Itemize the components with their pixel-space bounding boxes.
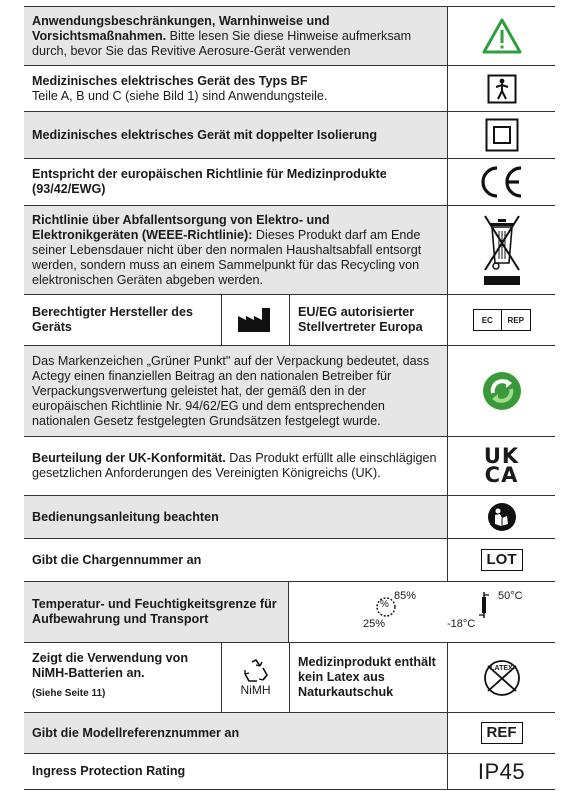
ref-title: Gibt die Modellreferenznummer an [32, 725, 240, 740]
warnings-title: Anwendungsbeschränkungen, Warnhinweise und Vorsichtsmaßnahmen. [32, 13, 330, 43]
ukca-text: Das Produkt erfüllt alle einschlägigen gesetzlichen Anforderungen des Vereinigten Königreichs (UK). [32, 451, 437, 480]
lot-title: Gibt die Chargennummer an [32, 552, 202, 567]
temp-humidity-icons [288, 582, 555, 642]
ukca-mark-icon [447, 437, 555, 495]
humidity-high: 85% [394, 590, 417, 602]
weee-title: Richtlinie über Abfallentsorgung von Elektro- und Elektronikgeräten (WEEE-Richtlinie): [32, 212, 330, 242]
humidity-low: 25% [363, 618, 386, 630]
ip-rating-icon [447, 754, 555, 789]
latex-title: Medizinprodukt enthält kein Latex aus Naturkautschuk [289, 643, 447, 712]
latex-label: LATEX [490, 665, 513, 672]
lot-label: LOT [481, 549, 523, 571]
row-ce [24, 159, 555, 206]
rep-label: REP [501, 310, 530, 330]
humidity-symbol: % [380, 599, 389, 610]
nimh-title: Zeigt die Verwendung von NiMH-Batterien an. [32, 651, 189, 680]
row-manufacturer [24, 295, 555, 346]
weee-text: Dieses Produkt darf am Ende seiner Lebensdauer nicht über den normalen Haushaltsabfall entsorgt werden, sondern muss an einem Sammelpunkt für das Recycling von elektronischen Geräten abgeben werden. [32, 227, 422, 287]
double-insulation-title: Medizinisches elektrisches Gerät mit doppelter Isolierung [32, 127, 378, 142]
row-nimh-latex [24, 643, 555, 713]
eu-rep-title: EU/EG autorisierter Stellvertreter Europa [289, 295, 447, 345]
row-instructions [24, 496, 555, 539]
ukca-ca: CA [484, 463, 519, 487]
ukca-title: Beurteilung der UK-Konformität. [32, 451, 226, 465]
row-warnings [24, 7, 555, 66]
row-temperature-humidity [24, 582, 555, 643]
type-bf-applied-part-icon [447, 66, 555, 111]
row-ip-rating [24, 754, 555, 790]
green-dot-text: Das Markenzeichen „Grüner Punkt" auf der Verpackung bedeutet, dass Actegy einen finanziellen Beitrag an den nationalen Betreiber für Verpackungsverwertung geleistet hat, der gemäß den in der europäischen Richtlinie Nr. 94/62/EG und dem entsprechenden nationalen Gesetz festgelegten Grundsätzen festgelegt wurde. [32, 353, 430, 428]
ukca-uk: UK [483, 444, 520, 468]
manufacturer-title: Berechtigter Hersteller des Geräts [32, 305, 193, 334]
follow-instructions-icon [447, 496, 555, 538]
ce-mark-icon [447, 159, 555, 205]
row-ukca [24, 437, 555, 496]
row-type-bf [24, 66, 555, 112]
temperature-high: 50°C [498, 590, 523, 602]
latex-free-icon [447, 643, 555, 712]
row-weee [24, 206, 555, 295]
nimh-page-ref: (Siehe Seite 11) [32, 688, 106, 699]
lot-icon [447, 539, 555, 581]
ec-label: EC [481, 315, 493, 325]
temperature-low: -18°C [447, 618, 476, 630]
row-ref [24, 713, 555, 754]
row-lot [24, 539, 555, 582]
temp-humidity-title: Temperatur- und Feuchtigkeitsgrenze für Aufbewahrung und Transport [32, 597, 277, 626]
green-dot-icon [447, 346, 555, 436]
double-insulation-icon [447, 112, 555, 158]
warnings-text: Bitte lesen Sie diese Hinweise aufmerksam durch, bevor Sie das Revitive Aerosure-Gerät verwenden [32, 28, 412, 58]
symbols-table [24, 6, 555, 790]
weee-crossed-bin-icon [447, 206, 555, 294]
type-bf-title: Medizinisches elektrisches Gerät des Typs BF [32, 73, 308, 88]
nimh-recycle-icon [221, 643, 289, 712]
row-double-insulation [24, 112, 555, 159]
ref-icon [447, 713, 555, 753]
ip-label: IP45 [477, 758, 526, 784]
manufacturer-factory-icon [221, 295, 289, 345]
ce-title: Entspricht der europäischen Richtlinie für Medizinprodukte (93/42/EWG) [32, 167, 387, 196]
ref-label: REF [481, 722, 523, 744]
row-green-dot [24, 346, 555, 437]
nimh-label: NiMH [240, 682, 271, 697]
warning-triangle-icon [447, 7, 555, 65]
ec-rep-icon [447, 295, 555, 345]
ip-title: Ingress Protection Rating [32, 764, 186, 778]
temperature-icon [477, 591, 491, 619]
type-bf-text: Teile A, B und C (siehe Bild 1) sind Anwendungsteile. [32, 88, 328, 103]
instructions-title: Bedienungsanleitung beachten [32, 509, 219, 524]
